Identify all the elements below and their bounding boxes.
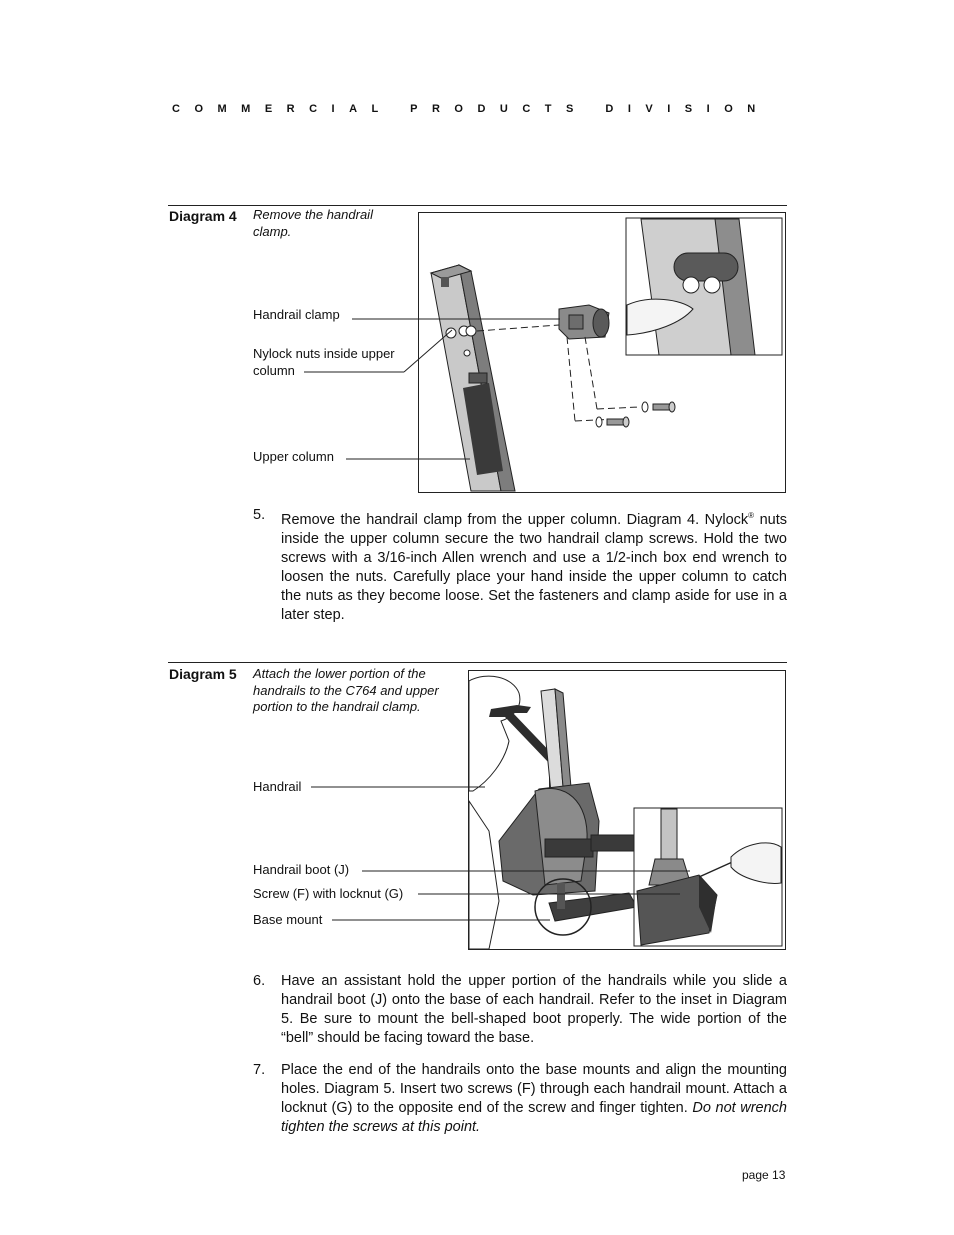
step-text: Place the end of the handrails onto the base mounts and align the mounting holes. Diagram 5. Insert two screws (F) through each handrail mount. Attach a locknut (G) to the opposite end of the screw and finger tighten. Do not wrench tighten the screws at this point. bbox=[281, 1062, 787, 1135]
warning-text: Do not wrench tighten the screws at this point. bbox=[281, 1100, 787, 1135]
step-text: Have an assistant hold the upper portion of the handrails while you slide a handrail boot (J) onto the base of each handrail. Refer to the inset in Diagram 5. Be sure to mount the bell-shaped boot properly. The wide portion of the “bell” should be facing toward the base. bbox=[281, 973, 787, 1046]
step-number: 7. bbox=[253, 1062, 266, 1078]
callout-handrail-clamp: Handrail clamp bbox=[253, 307, 340, 322]
diagram-5-caption: Attach the lower portion of the handrails to the C764 and upper portion to the handrail clamp. bbox=[253, 666, 439, 714]
diagram-5-label: Diagram 5 bbox=[169, 666, 237, 682]
step-6 bbox=[253, 972, 786, 1050]
callout-upper-column: Upper column bbox=[253, 449, 334, 464]
step-text: Remove the handrail clamp from the upper column. Diagram 4. Nylock® nuts inside the upper column secure the two handrail clamp screws. Hold the two screws with a 3/16-inch Allen wrench and use a 1/2-inch box end wrench to loosen the nuts. Carefully place your hand inside the upper column to catch the nuts as they become loose. Set the fasteners and clamp aside for use in a later step. bbox=[281, 511, 788, 623]
diagram-4-caption: Remove the handrail clamp. bbox=[253, 207, 373, 239]
callout-handrail: Handrail bbox=[253, 779, 302, 794]
callout-nylock-nuts: Nylock nuts inside upper column bbox=[253, 346, 395, 378]
division-header: COMMERCIAL PRODUCTS DIVISION bbox=[172, 103, 770, 115]
page-number: page 13 bbox=[742, 1168, 786, 1182]
callout-screw-locknut: Screw (F) with locknut (G) bbox=[253, 886, 404, 901]
step-7 bbox=[253, 1061, 786, 1139]
step-number: 6. bbox=[253, 973, 266, 989]
callout-handrail-boot: Handrail boot (J) bbox=[253, 862, 350, 877]
diagram-4-label: Diagram 4 bbox=[169, 208, 237, 224]
step-number: 5. bbox=[253, 507, 266, 523]
callout-base-mount: Base mount bbox=[253, 912, 323, 927]
